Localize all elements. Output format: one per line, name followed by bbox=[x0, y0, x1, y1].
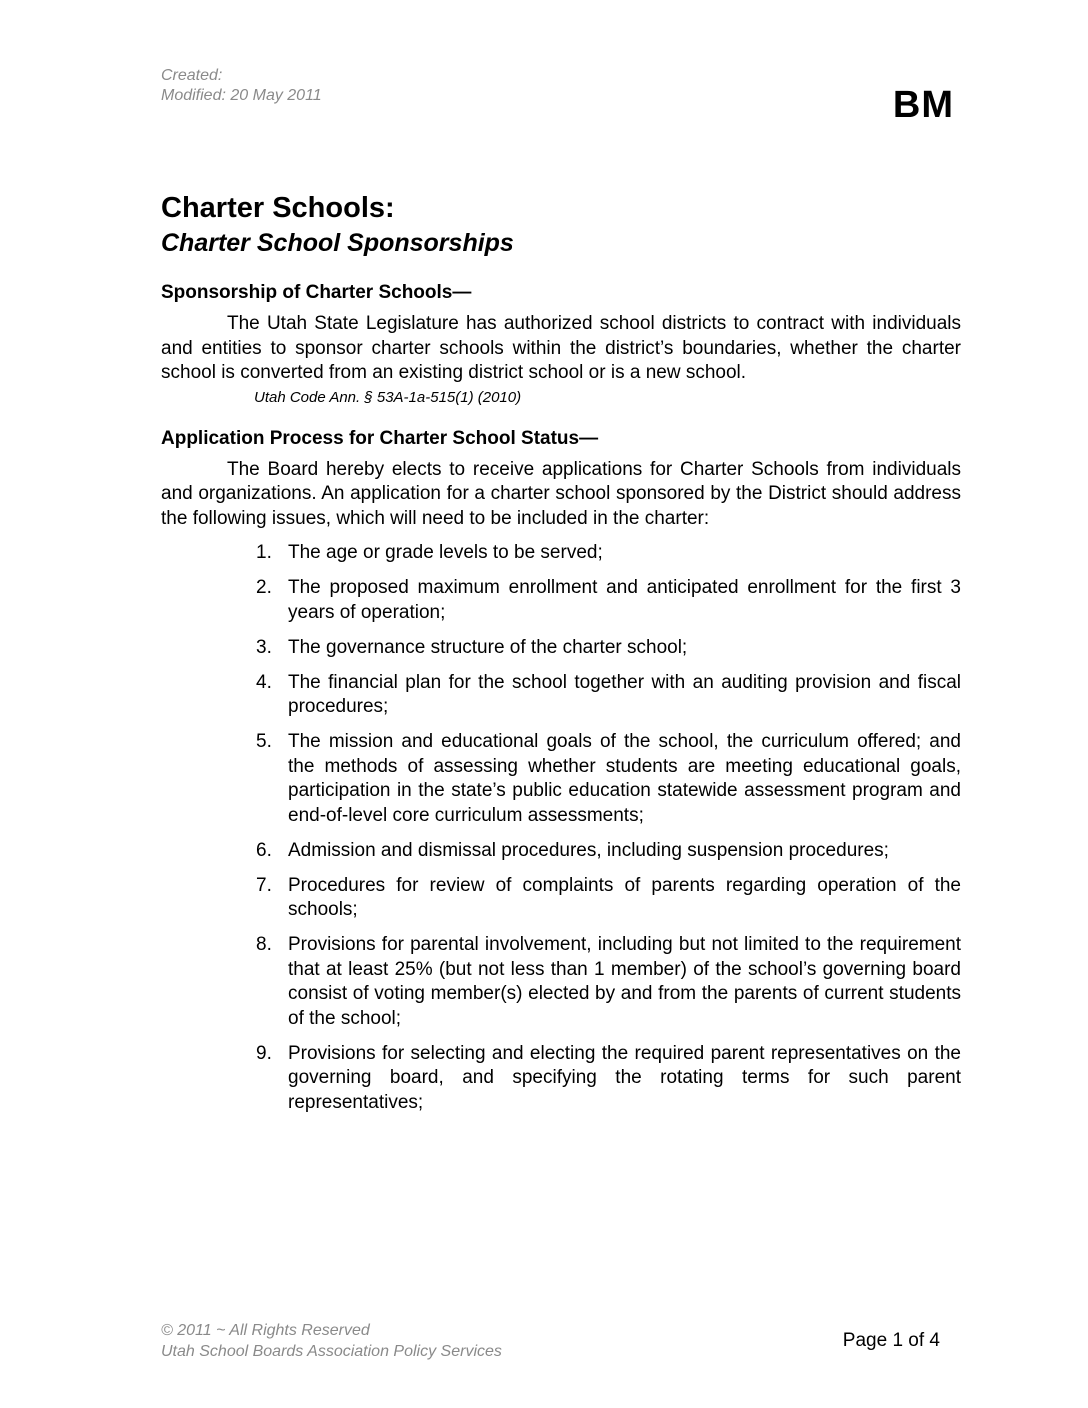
item-number: 4. bbox=[256, 671, 272, 693]
item-number: 9. bbox=[256, 1042, 272, 1064]
item-number: 6. bbox=[256, 839, 272, 861]
application-heading: Application Process for Charter School Status— bbox=[161, 427, 599, 449]
sponsorship-heading: Sponsorship of Charter Schools— bbox=[161, 282, 472, 303]
item-number: 1. bbox=[256, 542, 272, 563]
page-subtitle: Charter School Sponsorships bbox=[161, 229, 514, 257]
item-text: Procedures for review of complaints of parents regarding operation of the schools; bbox=[288, 874, 961, 920]
policy-code: BM bbox=[892, 84, 954, 126]
list-item bbox=[161, 874, 961, 923]
item-text: The mission and educational goals of the school, the curriculum offered; and the methods of assessing whether students are meeting educational goals, participation in the state’s public education statewide assessment program and end-of-level core curriculum assessments; bbox=[288, 731, 961, 826]
list-item bbox=[161, 576, 961, 625]
item-text: Provisions for selecting and electing the required parent representatives on the governing board, and specifying the rotating terms for such parent representatives; bbox=[288, 1042, 961, 1113]
copyright-notice: © 2011 ~ All Rights Reserved bbox=[161, 1322, 370, 1339]
item-number: 7. bbox=[256, 874, 272, 896]
application-paragraph: The Board hereby elects to receive applications for Charter Schools from individuals and organizations. An application for a charter school sponsored by the District should address the following issues, which will need to be included in the charter: bbox=[161, 458, 961, 529]
list-item bbox=[161, 671, 961, 720]
item-text: The governance structure of the charter school; bbox=[288, 636, 688, 658]
item-text: Admission and dismissal procedures, including suspension procedures; bbox=[288, 839, 889, 861]
modified-date: Modified: 20 May 2011 bbox=[161, 87, 322, 104]
legal-citation: Utah Code Ann. § 53A-1a-515(1) (2010) bbox=[254, 388, 522, 406]
item-number: 5. bbox=[256, 731, 272, 752]
publisher-name: Utah School Boards Association Policy Services bbox=[161, 1343, 502, 1360]
page-number: Page 1 of 4 bbox=[842, 1330, 940, 1351]
item-text: Provisions for parental involvement, including but not limited to the requirement that at least 25% (but not less than 1 member) of the school’s governing board consist of voting member(s) elected by and from the parents of current students of the school; bbox=[288, 934, 961, 1029]
document-body bbox=[161, 190, 961, 1126]
list-item bbox=[161, 541, 961, 566]
list-item bbox=[161, 933, 961, 1031]
page-title: Charter Schools: bbox=[161, 192, 395, 224]
footer-credits bbox=[161, 1320, 502, 1362]
item-text: The age or grade levels to be served; bbox=[288, 542, 603, 563]
sponsorship-paragraph: The Utah State Legislature has authorized school districts to contract with individuals and entities to sponsor charter schools within the district’s boundaries, whether the charter school is converted from an existing district school or is a new school. bbox=[161, 313, 961, 383]
item-number: 2. bbox=[256, 577, 272, 598]
list-item bbox=[161, 730, 961, 828]
item-text: The financial plan for the school together with an auditing provision and fiscal procedures; bbox=[288, 671, 961, 717]
list-item bbox=[161, 636, 961, 661]
list-item bbox=[161, 1042, 961, 1116]
document-meta bbox=[161, 66, 322, 106]
item-number: 3. bbox=[256, 636, 272, 658]
item-number: 8. bbox=[256, 934, 272, 955]
item-text: The proposed maximum enrollment and anticipated enrollment for the first 3 years of operation; bbox=[288, 577, 961, 623]
list-item bbox=[161, 839, 961, 864]
created-label: Created: bbox=[161, 67, 223, 84]
issues-list bbox=[161, 541, 961, 1115]
